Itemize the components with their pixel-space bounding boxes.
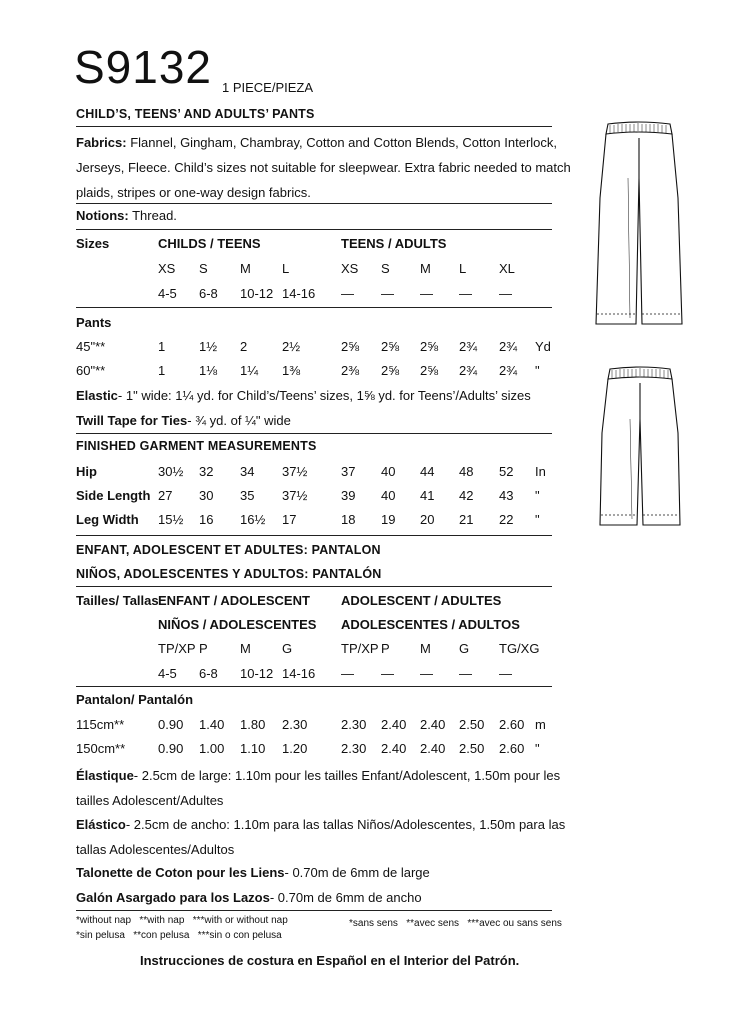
table-cell: 19 [381,512,396,527]
table-cell: 30½ [158,464,184,479]
table-cell: 37½ [282,464,308,479]
table-cell: 34 [240,464,255,479]
table-cell: 2.50 [459,717,485,732]
size-code: TG/XG [499,641,540,656]
fabrics-label: Fabrics: [76,135,127,150]
table-cell: 20 [420,512,435,527]
table-cell: 2⅜ [341,363,360,378]
fabrics-text-1: Flannel, Gingham, Chambray, Cotton and Cotton Blends, Cotton Interlock, [130,135,558,150]
table-cell: 0.90 [158,717,184,732]
table-cell: 27 [158,488,173,503]
table-cell: 1 [158,363,166,378]
table-cell: 40 [381,488,396,503]
size-age: 4-5 [158,286,177,301]
table-cell: 1.80 [240,717,266,732]
table-cell: 2.40 [381,717,407,732]
table-cell: 41 [420,488,435,503]
table-cell: 22 [499,512,514,527]
table-cell: 1.40 [199,717,225,732]
size-age: — [341,666,354,681]
table-cell: 37 [341,464,356,479]
table-cell: 2¾ [459,363,478,378]
divider [76,203,552,204]
size-age: — [459,666,472,681]
twill-text: - ¾ yd. of ¼" wide [187,413,291,428]
pants-short-illustration-icon [592,363,688,531]
unit-label: m [535,717,546,732]
table-cell: 2⅝ [381,363,400,378]
divider [76,586,552,587]
size-group-teens-adults: TEENS / ADULTS [341,236,447,251]
size-code: TP/XP [158,641,196,656]
elastique-block [76,763,560,813]
size-code: S [199,261,208,276]
table-cell: 1 [158,339,166,354]
size-group-ninos: NIÑOS / ADOLESCENTES [158,617,317,632]
table-cell: 48 [459,464,474,479]
table-cell: 2¾ [459,339,478,354]
size-group-adolescentes: ADOLESCENTES / ADULTOS [341,617,520,632]
talonette-label: Talonette de Coton pour les Liens [76,865,285,880]
table-cell: 2⅝ [381,339,400,354]
talonette-line [76,865,430,880]
notions-line [76,208,177,223]
divider [76,535,552,536]
elastico-block [76,812,565,862]
table-cell: 52 [499,464,514,479]
sizes-label: Sizes [76,236,110,251]
row-label: 150cm** [76,741,126,756]
size-age: — [459,286,472,301]
size-code: TP/XP [341,641,379,656]
size-age: 14-16 [282,666,316,681]
table-cell: 2⅝ [420,363,439,378]
unit-label: " [535,363,540,378]
fabrics-block [76,130,571,205]
size-code: L [282,261,290,276]
spanish-instructions-note: Instrucciones de costura en Español en el Interior del Patrón. [140,953,520,968]
size-group-enfant: ENFANT / ADOLESCENT [158,593,310,608]
size-age: 6-8 [199,666,218,681]
table-cell: 2.30 [341,717,367,732]
row-label: Leg Width [76,512,139,527]
elastique-text-2: tailles Adolescent/Adultes [76,793,224,808]
table-cell: 37½ [282,488,308,503]
twill-line [76,413,291,428]
talonette-text: - 0.70m de 6mm de large [284,865,430,880]
table-cell: 2.60 [499,741,525,756]
divider [76,433,552,434]
pants-long-illustration-icon [588,118,690,330]
size-age: — [420,286,433,301]
row-label: 115cm** [76,717,125,732]
french-title: ENFANT, ADOLESCENT ET ADULTES: PANTALON [76,543,381,557]
table-cell: 2.40 [381,741,407,756]
size-age: 10-12 [240,666,274,681]
table-cell: 1⅛ [199,363,218,378]
table-cell: 43 [499,488,514,503]
table-cell: 2.30 [282,717,308,732]
row-label: Hip [76,464,97,479]
table-cell: 1.00 [199,741,225,756]
elastico-label: Elástico [76,817,126,832]
unit-label: In [535,464,546,479]
table-cell: 21 [459,512,474,527]
size-age: 14-16 [282,286,316,301]
pattern-title: CHILD’S, TEENS’ AND ADULTS’ PANTS [76,107,315,121]
finished-measurements-title: FINISHED GARMENT MEASUREMENTS [76,439,317,453]
table-cell: 1¼ [240,363,259,378]
notions-label: Notions: [76,208,129,223]
footnote-french: *sans sens **avec sens ***avec ou sans sens [349,918,562,929]
table-cell: 32 [199,464,214,479]
table-cell: 2 [240,339,248,354]
unit-label: Yd [535,339,551,354]
size-code: M [420,261,431,276]
table-cell: 44 [420,464,435,479]
size-code: M [240,261,251,276]
size-code: M [420,641,431,656]
size-code: M [240,641,251,656]
divider [76,686,552,687]
table-cell: 15½ [158,512,184,527]
table-cell: 35 [240,488,255,503]
size-age: 6-8 [199,286,218,301]
pantalon-label: Pantalon/ Pantalón [76,692,194,707]
elastique-label: Élastique [76,768,134,783]
size-code: XS [341,261,359,276]
galon-text: - 0.70m de 6mm de ancho [269,890,422,905]
size-age: — [499,286,512,301]
table-cell: 1.10 [240,741,266,756]
divider [76,910,552,911]
table-cell: 2¾ [499,363,518,378]
table-cell: 0.90 [158,741,184,756]
size-code: XL [499,261,515,276]
elastic-line [76,388,531,403]
table-cell: 1½ [199,339,218,354]
fabrics-text-3: plaids, stripes or one-way design fabrics. [76,185,311,200]
size-code: P [381,641,390,656]
pants-label: Pants [76,315,112,330]
unit-label: " [535,512,540,527]
divider [76,229,552,230]
table-cell: 1⅜ [282,363,301,378]
table-cell: 2.40 [420,717,446,732]
elastic-label: Elastic [76,388,118,403]
table-cell: 1.20 [282,741,308,756]
table-cell: 2.60 [499,717,525,732]
size-code: P [199,641,208,656]
table-cell: 2⅝ [420,339,439,354]
fabrics-text-2: Jerseys, Fleece. Child’s sizes not suitable for sleepwear. Extra fabric needed to match [76,160,571,175]
footnote-english: *without nap **with nap ***with or without nap [76,915,288,926]
galon-label: Galón Asargado para los Lazos [76,890,270,905]
notions-text: Thread. [132,208,177,223]
size-code: G [282,641,293,656]
table-cell: 30 [199,488,214,503]
size-age: — [420,666,433,681]
size-age: — [341,286,354,301]
table-cell: 2.50 [459,741,485,756]
size-group-adolescent: ADOLESCENT / ADULTES [341,593,502,608]
size-age: — [381,666,394,681]
row-label: Side Length [76,488,151,503]
galon-line [76,890,422,905]
divider [76,307,552,308]
row-label: 45"** [76,339,106,354]
size-group-childs-teens: CHILDS / TEENS [158,236,261,251]
unit-label: " [535,741,540,756]
table-cell: 16½ [240,512,266,527]
size-code: XS [158,261,176,276]
pattern-number: S9132 [74,41,213,93]
elastique-text-1: - 2.5cm de large: 1.10m pour les tailles Enfant/Adolescent, 1.50m pour les [133,768,561,783]
table-cell: 2½ [282,339,301,354]
size-code: G [459,641,470,656]
divider [76,126,552,127]
table-cell: 42 [459,488,474,503]
table-cell: 39 [341,488,356,503]
elastico-text-2: tallas Adolescentes/Adultos [76,842,235,857]
elastico-text-1: - 2.5cm de ancho: 1.10m para las tallas Niños/Adolescentes, 1.50m para las [125,817,566,832]
table-cell: 2.30 [341,741,367,756]
size-age: 10-12 [240,286,274,301]
size-age: — [499,666,512,681]
tailles-label: Tailles/ Tallas [76,593,159,608]
size-age: 4-5 [158,666,177,681]
size-code: L [459,261,467,276]
spanish-title: NIÑOS, ADOLESCENTES Y ADULTOS: PANTALÓN [76,567,382,581]
unit-label: " [535,488,540,503]
table-cell: 17 [282,512,297,527]
footnote-spanish: *sin pelusa **con pelusa ***sin o con pelusa [76,930,282,941]
table-cell: 2¾ [499,339,518,354]
elastic-text: - 1" wide: 1¼ yd. for Child’s/Teens’ sizes, 1⅝ yd. for Teens’/Adults’ sizes [117,388,531,403]
table-cell: 40 [381,464,396,479]
twill-label: Twill Tape for Ties [76,413,188,428]
table-cell: 2.40 [420,741,446,756]
table-cell: 2⅝ [341,339,360,354]
row-label: 60"** [76,363,106,378]
size-age: — [381,286,394,301]
size-code: S [381,261,390,276]
table-cell: 16 [199,512,214,527]
table-cell: 18 [341,512,356,527]
piece-count: 1 PIECE/PIEZA [222,80,314,95]
